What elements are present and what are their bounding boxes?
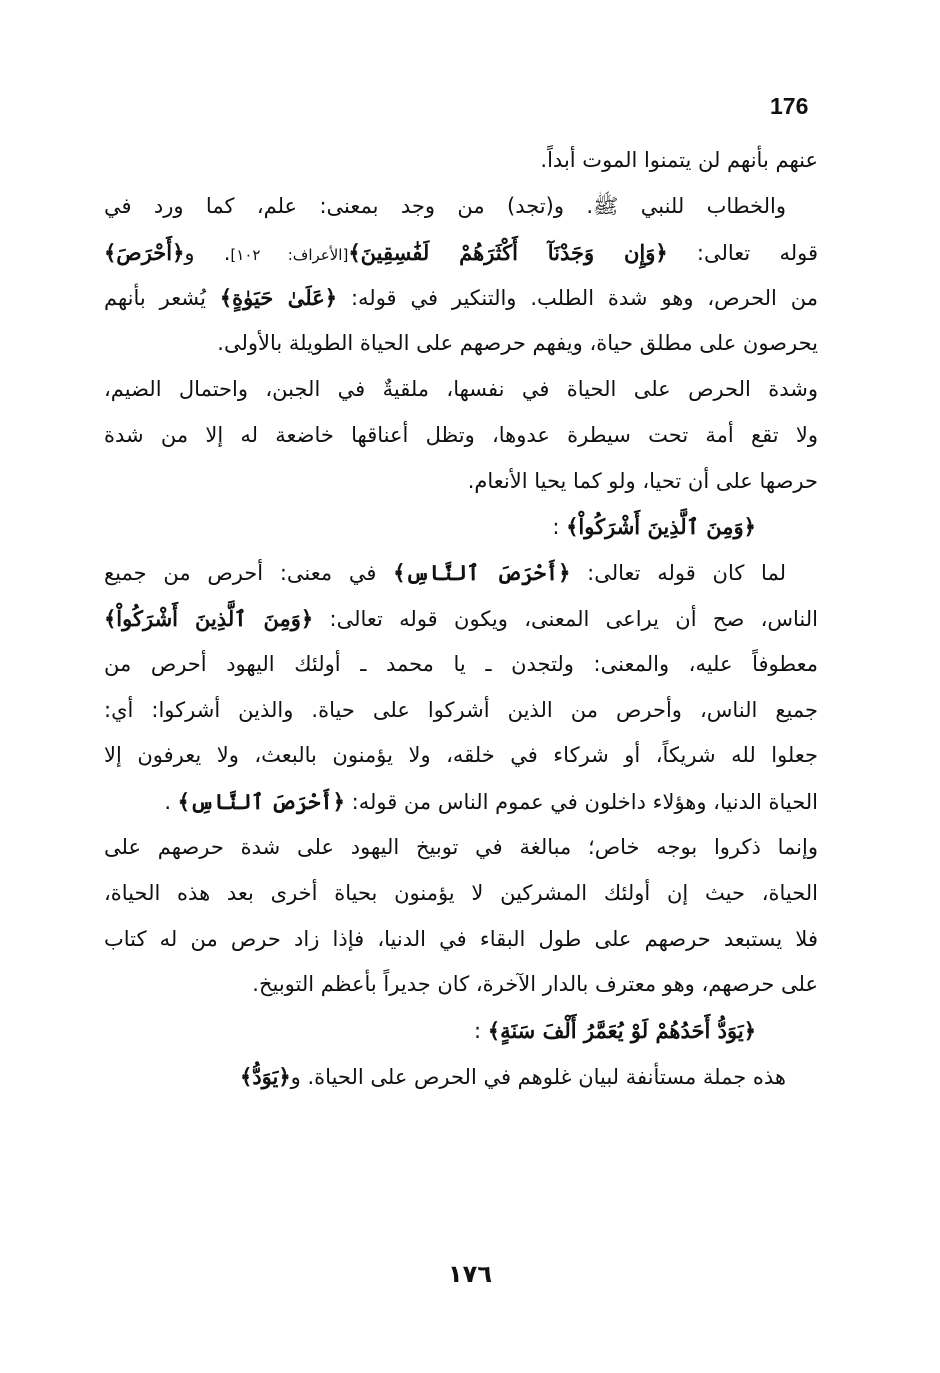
text-segment: جميع الناس، وأحرص من الذين أشركوا على حياة. والذين أشركوا: أي: (104, 697, 818, 722)
text-line (104, 962, 818, 1008)
text-segment: جعلوا لله شريكاً، أو شركاء في خلقه، ولا يؤمنون بالبعث، ولا يعرفون إلا (104, 743, 818, 768)
text-segment: من الحرص، وهو شدة الطلب. والتنكير في قوله: (337, 286, 818, 311)
text-segment: فلا يستبعد حرصهم على طول البقاء في الدنيا، فإذا زاد حرص من له كتاب (104, 926, 818, 951)
text-segment: لما كان قوله تعالى: (570, 561, 786, 586)
text-line (104, 688, 818, 734)
quran-verse: ﴿وَمِنَ ٱلَّذِينَ أَشْرَكُواْ﴾ (104, 605, 314, 631)
text-line (104, 138, 818, 184)
quran-verse: ﴿أَحْرَصَ ٱلنَّاسِ﴾ (393, 560, 571, 586)
text-segment: والخطاب للنبي ﷺ. و(تجد) من وجد بمعنى: علم، كما ورد في (104, 193, 786, 218)
text-line (104, 550, 818, 596)
text-line (104, 642, 818, 688)
text-segment: قوله تعالى: (667, 240, 818, 265)
text-segment: هذه جملة مستأنفة لبيان غلوهم في الحرص على الحياة. و (290, 1064, 786, 1089)
quran-verse: ﴿وَإِن وَجَدْنَآ أَكْثَرَهُمْ لَفَٰسِقِينَ﴾ (348, 239, 668, 265)
text-segment: : (474, 1019, 488, 1044)
text-line (104, 459, 818, 505)
text-segment: في معنى: أحرص من جميع (104, 561, 394, 586)
text-line (104, 825, 818, 871)
text-line (104, 230, 818, 276)
page-number-top: 176 (770, 93, 809, 119)
text-line (104, 1008, 818, 1054)
text-line (104, 596, 818, 642)
page-number-bottom: ١٧٦ (448, 1260, 492, 1288)
text-segment: يُشعر بأنهم (104, 286, 220, 311)
text-line (104, 413, 818, 459)
quran-verse: ﴿وَمِنَ ٱلَّذِينَ أَشْرَكُواْ﴾ (566, 514, 756, 540)
quran-verse: ﴿يَوَدُّ﴾ (240, 1063, 291, 1089)
text-line (104, 917, 818, 963)
quran-verse: ﴿يَوَدُّ أَحَدُهُمْ لَوْ يُعَمَّرُ أَلْفَ سَنَةٍ﴾ (487, 1018, 756, 1044)
text-line (104, 871, 818, 917)
text-line (104, 1054, 818, 1100)
text-segment: وشدة الحرص على الحياة في نفسها، ملقيةٌ في الجبن، واحتمال الضيم، (104, 376, 818, 401)
text-line (104, 779, 818, 825)
body-text (104, 138, 818, 1100)
quran-verse: ﴿عَلَىٰ حَيَوٰةٍ﴾ (219, 285, 338, 311)
text-line (104, 321, 818, 367)
text-segment: . (164, 790, 178, 815)
text-segment: معطوفاً عليه، والمعنى: ولتجدن ـ يا محمد ـ أولئك اليهود أحرص من (104, 651, 818, 676)
text-segment: وإنما ذكروا بوجه خاص؛ مبالغة في توبيخ اليهود على شدة حرصهم على (104, 834, 818, 859)
quran-verse: ﴿أَحْرَصَ ٱلنَّاسِ﴾ (177, 789, 345, 815)
text-segment: يحرصون على مطلق حياة، ويفهم حرصهم على الحياة الطويلة بالأولى. (217, 331, 818, 356)
text-line (104, 504, 818, 550)
text-line (104, 733, 818, 779)
verse-reference: [الأعراف: ١٠٢] (230, 245, 349, 264)
quran-verse: ﴿أَحْرَصَ﴾ (104, 239, 185, 265)
text-line (104, 367, 818, 413)
text-segment: الناس، صح أن يراعى المعنى، ويكون قوله تعالى: (313, 606, 818, 631)
text-line (104, 184, 818, 230)
text-line (104, 275, 818, 321)
text-segment: على حرصهم، وهو معترف بالدار الآخرة، كان جديراً بأعظم التوبيخ. (252, 972, 818, 997)
text-segment: : (552, 515, 567, 540)
text-segment: الحياة الدنيا، وهؤلاء داخلون في عموم الناس من قوله: (344, 790, 818, 815)
text-segment: ولا تقع أمة تحت سيطرة عدوها، وتظل أعناقها خاضعة له إلا من شدة (104, 422, 818, 447)
text-segment: . و (184, 240, 231, 265)
text-segment: حرصها على أن تحيا، ولو كما يحيا الأنعام. (467, 468, 818, 493)
text-segment: عنهم بأنهم لن يتمنوا الموت أبداً. (540, 148, 818, 172)
text-segment: الحياة، حيث إن أولئك المشركين لا يؤمنون بحياة أخرى بعد هذه الحياة، (104, 880, 818, 905)
